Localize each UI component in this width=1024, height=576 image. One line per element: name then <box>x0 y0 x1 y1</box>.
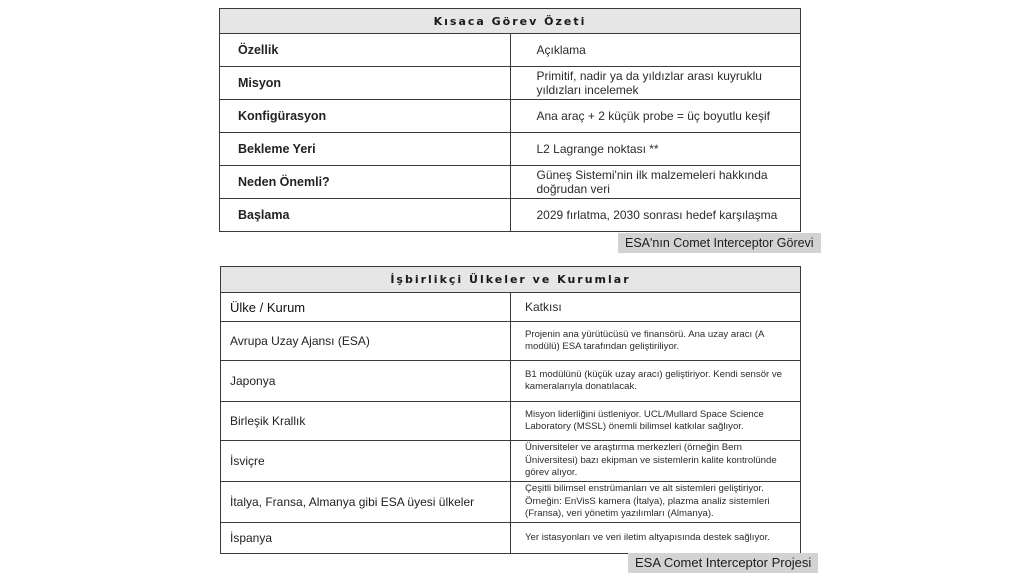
partners-table <box>220 266 801 554</box>
row-country: Japonya <box>221 361 511 402</box>
table-row <box>220 133 801 166</box>
row-country: İspanya <box>221 523 511 554</box>
row-contribution: Çeşitli bilimsel enstrümanları ve alt sistemleri geliştiriyor. Örneğin: EnVisS kamera (İtalya), plazma analiz sistemleri (Fransa), veri yönetim yazılımları (Almanya). <box>511 482 801 523</box>
row-key: Misyon <box>220 67 511 100</box>
table-row <box>220 166 801 199</box>
partners-caption: ESA Comet Interceptor Projesi <box>628 553 818 573</box>
partners-title: İşbirlikçi Ülkeler ve Kurumlar <box>221 267 801 293</box>
row-value: Primitif, nadir ya da yıldızlar arası kuyruklu yıldızları incelemek <box>510 67 801 100</box>
header-country: Ülke / Kurum <box>221 293 511 322</box>
mission-summary-header-row <box>220 34 801 67</box>
row-key: Başlama <box>220 199 511 232</box>
table-row <box>221 402 801 441</box>
row-contribution: Misyon liderliğini üstleniyor. UCL/Mullard Space Science Laboratory (MSSL) önemli bilimsel katkılar sağlıyor. <box>511 402 801 441</box>
header-feature: Özellik <box>220 34 511 67</box>
table-row <box>221 523 801 554</box>
row-value: 2029 fırlatma, 2030 sonrası hedef karşılaşma <box>510 199 801 232</box>
row-contribution: B1 modülünü (küçük uzay aracı) geliştiriyor. Kendi sensör ve kameralarıyla donatılacak. <box>511 361 801 402</box>
row-country: Avrupa Uzay Ajansı (ESA) <box>221 322 511 361</box>
table-row <box>221 441 801 482</box>
row-key: Bekleme Yeri <box>220 133 511 166</box>
mission-summary-title: Kısaca Görev Özeti <box>220 9 801 34</box>
table-row <box>220 100 801 133</box>
row-value: Güneş Sistemi'nin ilk malzemeleri hakkında doğrudan veri <box>510 166 801 199</box>
mission-summary-caption: ESA'nın Comet Interceptor Görevi <box>618 233 821 253</box>
row-contribution: Üniversiteler ve araştırma merkezleri (örneğin Bern Üniversitesi) bazı ekipman ve sistemlerin kalite kontrolünde görev alıyor. <box>511 441 801 482</box>
header-contribution: Katkısı <box>511 293 801 322</box>
table-row <box>221 482 801 523</box>
header-description: Açıklama <box>510 34 801 67</box>
table-row <box>220 67 801 100</box>
table-row <box>221 361 801 402</box>
mission-summary-table <box>219 8 801 232</box>
table-row <box>221 322 801 361</box>
row-contribution: Projenin ana yürütücüsü ve finansörü. Ana uzay aracı (A modülü) ESA tarafından geliştiriliyor. <box>511 322 801 361</box>
row-country: İsviçre <box>221 441 511 482</box>
row-country: İtalya, Fransa, Almanya gibi ESA üyesi ülkeler <box>221 482 511 523</box>
row-country: Birleşik Krallık <box>221 402 511 441</box>
row-key: Konfigürasyon <box>220 100 511 133</box>
row-contribution: Yer istasyonları ve veri iletim altyapısında destek sağlıyor. <box>511 523 801 554</box>
partners-header-row <box>221 293 801 322</box>
row-value: L2 Lagrange noktası ** <box>510 133 801 166</box>
row-key: Neden Önemli? <box>220 166 511 199</box>
row-value: Ana araç + 2 küçük probe = üç boyutlu keşif <box>510 100 801 133</box>
table-row <box>220 199 801 232</box>
